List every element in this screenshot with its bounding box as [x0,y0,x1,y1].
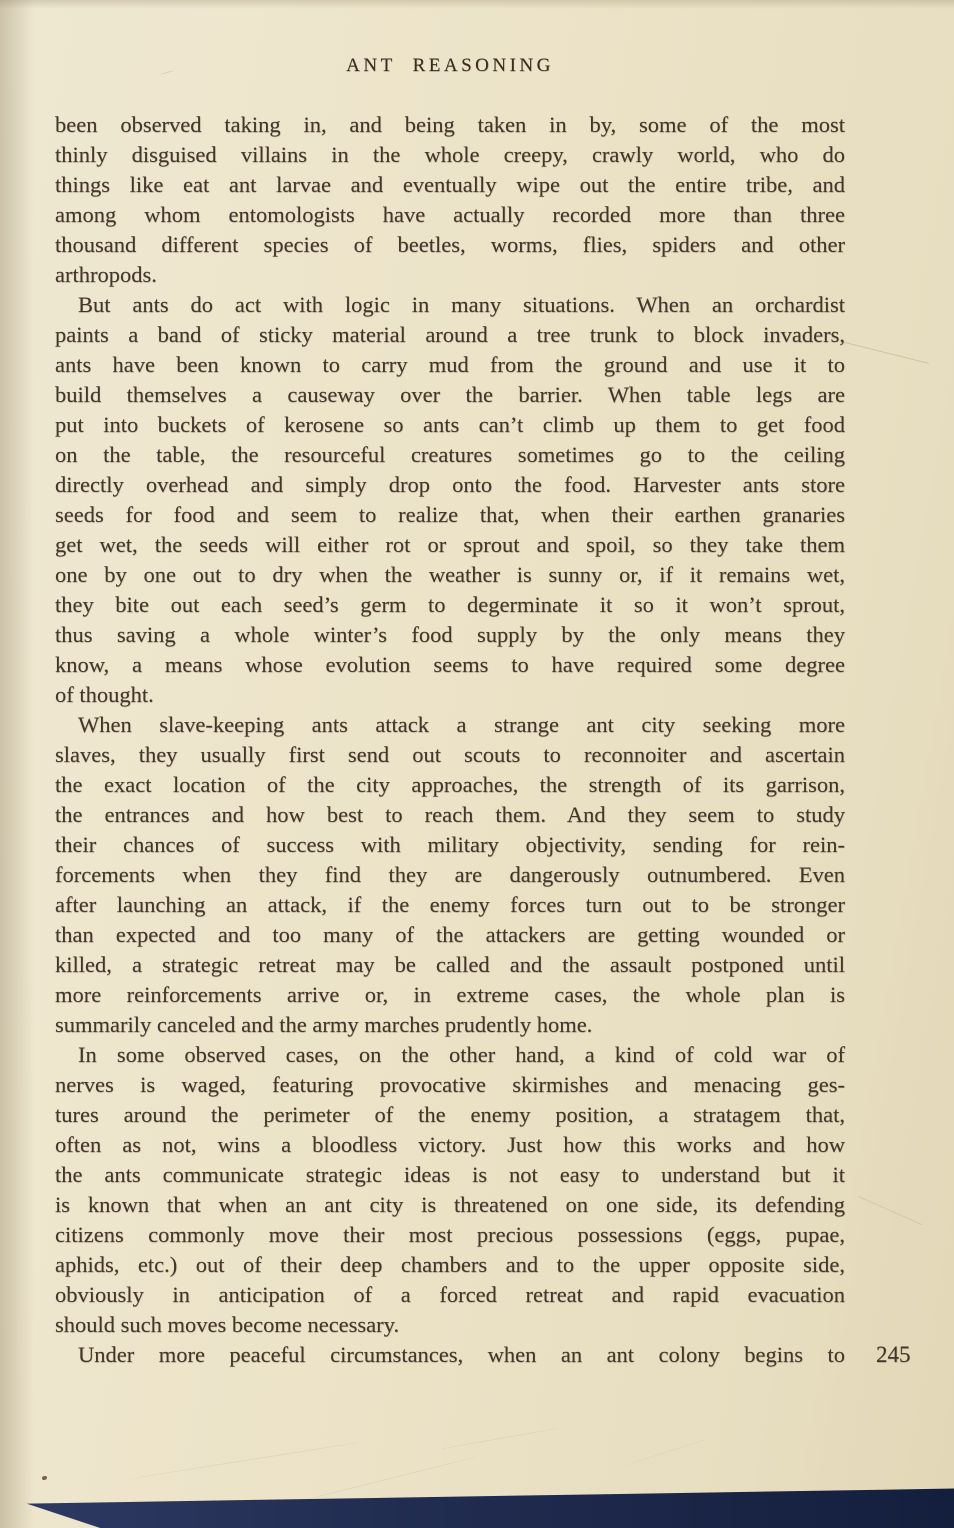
text-line: ants have been known to carry mud from the ground and use it to [55,352,845,377]
text-line: their chances of success with military objectivity, sending for rein- [55,832,845,857]
page-number: 245 [876,1342,911,1367]
text-line: than expected and too many of the attackers are getting wounded or [55,922,845,947]
text-line: put into buckets of kerosene so ants can’t climb up them to get food [55,412,845,437]
smudge-mark [622,1438,708,1467]
text-line: the ants communicate strategic ideas is not easy to understand but it [55,1162,845,1187]
text-line: In some observed cases, on the other hand, a kind of cold war of [78,1042,845,1067]
text-line: forcements when they find they are dangerously outnumbered. Even [55,862,845,887]
text-line: summarily canceled and the army marches prudently home. [55,1012,593,1037]
text-line: nerves is waged, featuring provocative skirmishes and menacing ges- [55,1072,845,1097]
book-cover-edge [0,1486,954,1528]
text-line: thinly disguised villains in the whole creepy, crawly world, who do [55,142,845,167]
text-line: tures around the perimeter of the enemy position, a stratagem that, [55,1102,845,1127]
text-line: more reinforcements arrive or, in extreme cases, the whole plan is [55,982,845,1007]
text-line: the entrances and how best to reach them. And they seem to study [55,802,845,827]
ink-speck [42,1476,47,1480]
text-line: get wet, the seeds will either rot or sprout and spoil, so they take them [55,532,845,557]
text-line: among whom entomologists have actually recorded more than three [55,202,845,227]
running-head-title: ANT REASONING [346,55,554,76]
text-line: they bite out each seed’s germ to degerminate it so it won’t sprout, [55,592,845,617]
text-line: citizens commonly move their most precious possessions (eggs, pupae, [55,1222,845,1247]
text-line: paints a band of sticky material around a tree trunk to block invaders, [55,322,845,347]
text-line: one by one out to dry when the weather is sunny or, if it remains wet, [55,562,845,587]
text-line: aphids, etc.) out of their deep chambers and to the upper opposite side, [55,1252,845,1277]
text-line: killed, a strategic retreat may be called and the assault postponed until [55,952,845,977]
paper-crease [858,1196,922,1225]
text-line: on the table, the resourceful creatures sometimes go to the ceiling [55,442,845,467]
text-line: things like eat ant larvae and eventually wipe out the entire tribe, and [55,172,845,197]
text-line: after launching an attack, if the enemy forces turn out to be stronger [55,892,845,917]
text-line: directly overhead and simply drop onto the food. Harvester ants store [55,472,845,497]
smudge-mark [303,1456,478,1501]
body-text [55,110,845,1370]
smudge-mark [441,1428,559,1450]
text-line: slaves, they usually first send out scouts to reconnoiter and ascertain [55,742,845,767]
text-line: is known that when an ant city is threatened on one side, its defending [55,1192,845,1217]
text-line: Under more peaceful circumstances, when an ant colony begins to [78,1342,845,1367]
text-line: build themselves a causeway over the barrier. When table legs are [55,382,845,407]
text-line: should such moves become necessary. [55,1312,400,1337]
text-line: thus saving a whole winter’s food supply by the only means they [55,622,845,647]
paper-crease [841,341,929,364]
text-line: often as not, wins a bloodless victory. Just how this works and how [55,1132,845,1157]
text-line: When slave-keeping ants attack a strange ant city seeking more [78,712,845,737]
text-line: thousand different species of beetles, worms, flies, spiders and other [55,232,845,257]
text-line: arthropods. [55,262,157,287]
text-line: But ants do act with logic in many situations. When an orchardist [78,292,845,317]
text-line: obviously in anticipation of a forced retreat and rapid evacuation [55,1282,845,1307]
text-line: seeds for food and seem to realize that, when their earthen granaries [55,502,845,527]
text-line: of thought. [55,682,154,707]
text-line: the exact location of the city approaches, the strength of its garrison, [55,772,845,797]
text-line: been observed taking in, and being taken in by, some of the most [55,112,845,137]
smudge-mark [131,1442,358,1479]
text-line: know, a means whose evolution seems to have required some degree [55,652,845,677]
